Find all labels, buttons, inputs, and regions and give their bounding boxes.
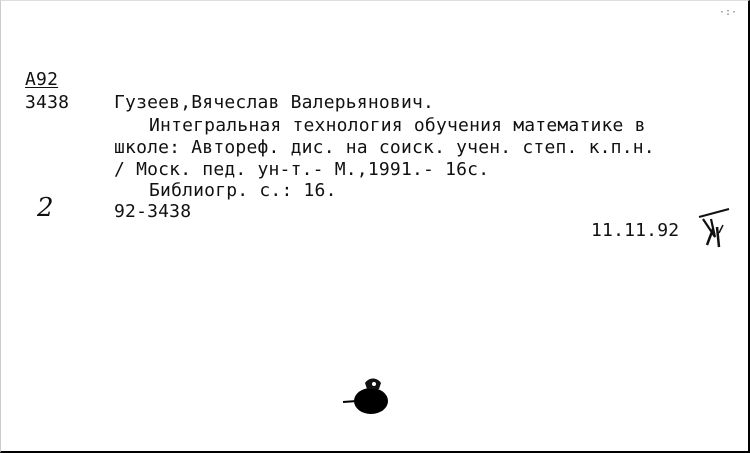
title-line-3: / Моск. пед. ун-т.- М.,1991.- 16с. [114, 159, 490, 180]
title-line-1: Интегральная технология обучения математике в [149, 115, 646, 136]
punch-hole-icon [341, 375, 397, 417]
scan-artifact: ·:· [719, 7, 738, 18]
call-number-bottom: 3438 [25, 92, 70, 113]
author-heading: Гузеев,Вячеслав Валерьянович. [114, 92, 435, 113]
title-line-2: школе: Автореф. дис. на соиск. учен. степ. к.п.н. [114, 137, 655, 158]
inventory-number: 92-3438 [114, 201, 192, 222]
handwritten-mark: 2 [37, 193, 54, 223]
call-number-top: A92 [25, 69, 59, 90]
bibliography-note: Библиогр. с.: 16. [149, 180, 337, 201]
date-stamp: 11.11.92 [591, 220, 680, 241]
handwritten-signature-icon [693, 207, 733, 249]
